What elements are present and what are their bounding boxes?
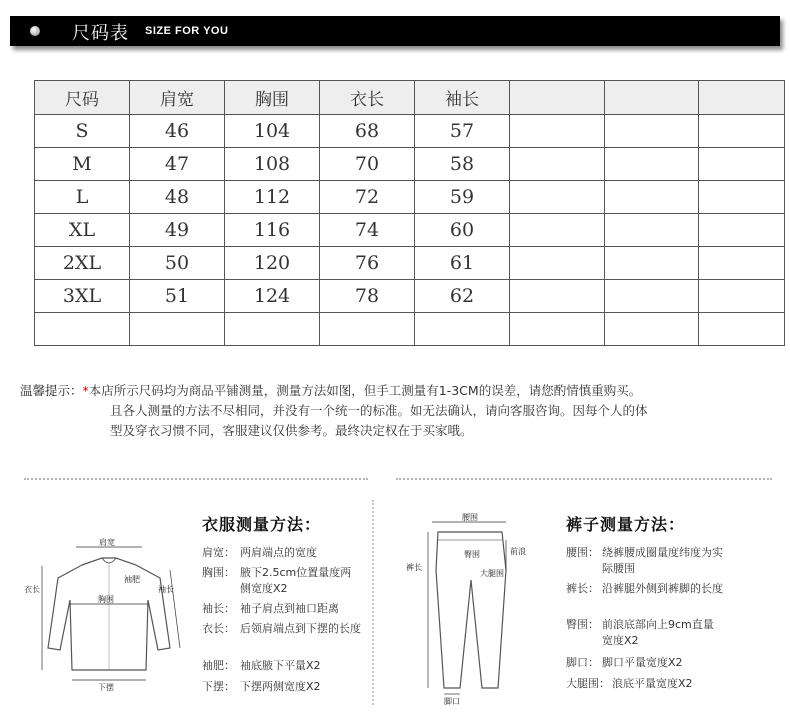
table-cell	[605, 280, 699, 313]
table-cell: 72	[320, 181, 415, 214]
table-cell	[699, 313, 785, 346]
clothes-item-key: 下摆：	[202, 680, 235, 693]
table-cell: 49	[130, 214, 225, 247]
notice-line-3: 型及穿衣习惯不同，客服建议仅供参考。最终决定权在于买家哦。	[110, 423, 473, 438]
clothes-length-label: 衣长	[24, 585, 40, 594]
clothes-item-value: 下摆两侧宽度X2	[240, 680, 321, 693]
header-cell: 袖长	[415, 81, 510, 115]
table-cell: 59	[415, 181, 510, 214]
table-cell: 60	[415, 214, 510, 247]
table-cell	[605, 181, 699, 214]
table-cell	[699, 247, 785, 280]
table-cell: 61	[415, 247, 510, 280]
table-cell: 50	[130, 247, 225, 280]
clothes-item-value: 袖子肩点到袖口距离	[240, 602, 339, 615]
table-cell	[605, 313, 699, 346]
clothes-item-value: 袖底腋下平量X2	[240, 659, 321, 672]
table-cell	[699, 280, 785, 313]
table-row	[35, 181, 785, 214]
table-cell: 74	[320, 214, 415, 247]
pants-item-value: 前浪底部向上9cm直量宽度X2	[602, 618, 714, 647]
clothes-item-value: 腋下2.5cm位置量度两侧宽度X2	[240, 566, 352, 595]
table-cell	[699, 181, 785, 214]
table-cell: L	[35, 181, 130, 214]
table-cell	[699, 115, 785, 148]
header-title: 尺码表	[72, 23, 129, 44]
clothes-item-key: 衣长：	[202, 622, 235, 635]
pants-title: 裤子测量方法：	[566, 515, 686, 534]
clothes-item-key: 袖长：	[202, 602, 235, 615]
pants-item-key: 大腿围：	[566, 677, 610, 690]
table-cell	[225, 313, 320, 346]
shirt-measurement-figure	[20, 530, 195, 700]
table-cell: 51	[130, 280, 225, 313]
table-cell: S	[35, 115, 130, 148]
table-row	[35, 115, 785, 148]
header-cell	[605, 81, 699, 115]
table-cell: 78	[320, 280, 415, 313]
thigh-label: 大腿围	[480, 569, 504, 578]
table-cell	[415, 313, 510, 346]
divider-left	[24, 478, 368, 480]
pants-item-value: 绕裤腰成圈量度纬度为实际腰围	[602, 546, 723, 575]
table-cell	[510, 247, 605, 280]
table-cell: 70	[320, 148, 415, 181]
pants-item-value: 脚口平量宽度X2	[602, 656, 683, 669]
front-rise-label: 前浪	[510, 547, 526, 556]
table-cell: 46	[130, 115, 225, 148]
header-cell: 尺码	[35, 81, 130, 115]
clothes-item-key: 袖肥：	[202, 659, 235, 672]
table-cell: M	[35, 148, 130, 181]
section-header-bar	[10, 16, 780, 46]
header-cell	[510, 81, 605, 115]
table-cell: 76	[320, 247, 415, 280]
header-cell	[699, 81, 785, 115]
leg-opening-label: 脚口	[444, 697, 460, 706]
header-subtitle: SIZE FOR YOU	[145, 25, 229, 37]
table-header-row	[35, 81, 785, 115]
table-cell	[605, 115, 699, 148]
pants-item-key: 腰围：	[566, 546, 599, 559]
table-cell: 57	[415, 115, 510, 148]
table-cell	[320, 313, 415, 346]
table-cell	[35, 313, 130, 346]
table-cell	[510, 313, 605, 346]
header-cell: 衣长	[320, 81, 415, 115]
table-cell: 104	[225, 115, 320, 148]
hip-label: 臀围	[464, 550, 480, 559]
pants-measurement-figure	[398, 510, 548, 710]
table-cell: 2XL	[35, 247, 130, 280]
pants-item-key: 臀围：	[566, 618, 599, 631]
table-cell	[510, 148, 605, 181]
table-cell: 124	[225, 280, 320, 313]
sleeve-width-label: 袖肥	[124, 575, 140, 584]
size-table	[34, 80, 785, 346]
hem-label: 下摆	[98, 683, 114, 692]
table-cell	[510, 181, 605, 214]
table-cell: 120	[225, 247, 320, 280]
pants-item-key: 脚口：	[566, 656, 599, 669]
table-cell	[699, 148, 785, 181]
notice-label: 温馨提示：	[20, 383, 83, 398]
divider-right	[396, 478, 772, 480]
clothes-item-key: 肩宽：	[202, 546, 235, 559]
notice-text	[20, 381, 780, 441]
notice-star: *	[82, 383, 89, 398]
table-cell: 116	[225, 214, 320, 247]
chest-label: 胸围	[98, 595, 114, 604]
table-cell: 108	[225, 148, 320, 181]
table-cell: 112	[225, 181, 320, 214]
table-row	[35, 313, 785, 346]
shoulder-label: 肩宽	[99, 538, 115, 547]
clothes-title: 衣服测量方法：	[202, 515, 322, 534]
waist-label: 腰围	[462, 513, 478, 522]
table-cell	[605, 214, 699, 247]
table-row	[35, 148, 785, 181]
table-cell: 47	[130, 148, 225, 181]
pants-item-key: 裤长：	[566, 582, 599, 595]
table-cell: 58	[415, 148, 510, 181]
table-cell: 62	[415, 280, 510, 313]
table-cell: 48	[130, 181, 225, 214]
table-cell	[605, 247, 699, 280]
pants-item-value: 沿裤腿外侧到裤脚的长度	[602, 582, 723, 595]
table-cell	[510, 280, 605, 313]
table-cell: 68	[320, 115, 415, 148]
clothes-item-value: 后领肩端点到下摆的长度	[240, 622, 361, 635]
pants-length-label: 裤长	[406, 563, 422, 572]
pants-item-value: 浪底平量宽度X2	[612, 677, 693, 690]
table-cell: XL	[35, 214, 130, 247]
sleeve-length-label: 袖长	[158, 585, 174, 594]
table-cell	[510, 115, 605, 148]
table-cell	[699, 214, 785, 247]
table-cell: 3XL	[35, 280, 130, 313]
table-cell	[605, 148, 699, 181]
header-cell: 胸围	[225, 81, 320, 115]
table-row	[35, 247, 785, 280]
header-cell: 肩宽	[130, 81, 225, 115]
notice-line-2: 且各人测量的方法不尽相同，并没有一个统一的标准。如无法确认，请向客服咨询。因每个人的体	[110, 403, 648, 418]
bullet-dot-icon	[30, 26, 40, 36]
clothes-item-key: 胸围：	[202, 566, 235, 579]
table-cell	[510, 214, 605, 247]
table-row	[35, 280, 785, 313]
clothes-item-value: 两肩端点的宽度	[240, 546, 317, 559]
table-row	[35, 214, 785, 247]
notice-line-1: 本店所示尺码均为商品平铺测量，测量方法如图，但手工测量有1-3CM的误差，请您酌情慎重购买。	[88, 383, 642, 398]
table-cell	[130, 313, 225, 346]
